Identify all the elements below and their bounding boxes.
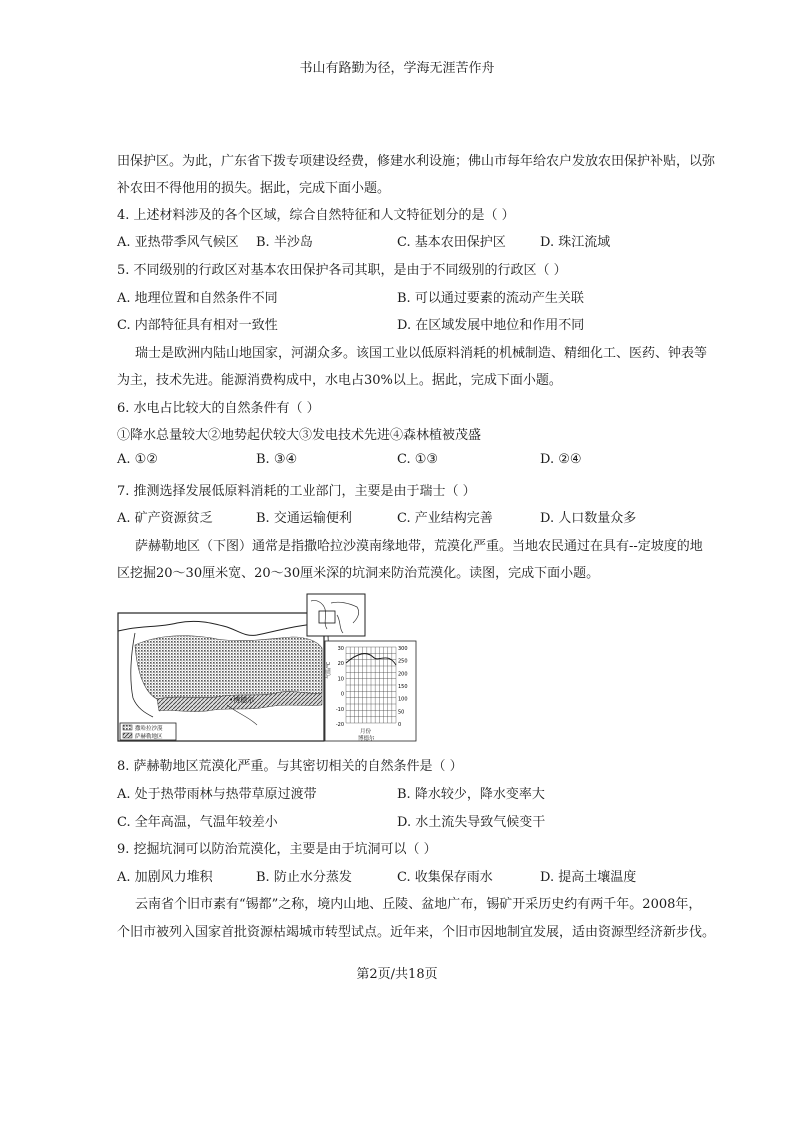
sahel-map [117,593,417,743]
climate-left-tick: -10 [335,706,344,713]
q8-option-c: C. 全年高温，气温年较差小 [117,815,278,830]
swiss-passage-line-1: 瑞士是欧洲内陆山地国家，河湖众多。该国工业以低原料消耗的机械制造、精细化工、医药、钟表等 [135,346,708,361]
q9-option-d: D. 提高土壤温度 [540,870,637,885]
q9-option-a: A. 加剧风力堆积 [117,870,213,885]
q4-option-b: B. 半沙岛 [256,235,313,250]
climate-station-label: 博德尔 [358,736,375,742]
q7-option-a: A. 矿产资源贫乏 [117,511,213,526]
city-label: •博德尔 [229,696,255,704]
climate-right-tick: 200 [398,671,408,678]
climate-x-label: 月份 [360,729,372,735]
gejiu-passage-line-1: 云南省个旧市素有“锡都”之称，境内山地、丘陵、盆地广布，锡矿开采历史约有两千年。2008年， [135,897,702,912]
climate-left-tick: 10 [337,676,344,683]
q9-option-b: B. 防止水分蒸发 [256,870,352,885]
climate-left-tick: 30 [337,646,344,652]
q5-option-a: A. 地理位置和自然条件不同 [117,291,278,306]
q7-option-c: C. 产业结构完善 [397,511,493,526]
q7-stem: 7. 推测选择发展低原料消耗的工业部门，主要是由于瑞士（ ） [117,484,476,499]
climate-right-tick: 250 [398,658,408,665]
page-number-footer: 第2页/共18页 [356,967,438,982]
gejiu-passage-line-2: 个旧市被列入国家首批资源枯竭城市转型试点。近年来，个旧市因地制宜发展，适由资源型经济新步伐。 [117,925,716,940]
sahel-passage-line-2: 区挖掘20～30厘米宽、20～30厘米深的坑洞来防治荒漠化。读图，完成下面小题。 [117,566,600,581]
q6-option-b: B. ③④ [256,452,298,467]
q8-option-d: D. 水土流失导致气候变干 [397,815,546,830]
legend-label-sahel: 萨赫勒地区 [135,734,163,740]
climate-right-tick: 100 [398,696,408,703]
climate-right-tick: 300 [398,646,408,652]
climate-left-axis-label: 气温/℃ [326,661,332,679]
q8-stem: 8. 萨赫勒地区荒漠化严重。与其密切相关的自然条件是（ ） [117,759,463,774]
climate-left-tick: 20 [337,661,344,668]
climate-right-tick: 0 [398,722,402,728]
intro-line-1: 田保护区。为此，广东省下拨专项建设经费，修建水利设施；佛山市每年给农户发放农田保护补贴，以弥 [117,154,716,169]
q6-statements: ①降水总量较大②地势起伏较大③发电技术先进④森林植被茂盛 [117,428,482,443]
q4-option-a: A. 亚热带季风气候区 [117,235,239,250]
sahel-map-figure [117,593,417,743]
climate-left-tick: -20 [335,722,344,728]
q8-option-b: B. 降水较少，降水变率大 [397,787,545,802]
q5-option-c: C. 内部特征具有相对一致性 [117,318,278,333]
intro-line-2: 补农田不得他用的损失。据此，完成下面小题。 [117,181,391,196]
swiss-passage-line-2: 为主，技术先进。能源消费构成中，水电占30%以上。据此，完成下面小题。 [117,373,562,388]
legend-label-sahara: 撒哈拉沙漠 [135,726,163,732]
legend-swatch-sahel [123,733,132,738]
q6-option-d: D. ②④ [540,452,582,467]
sahara-desert-area [135,636,322,699]
q5-option-b: B. 可以通过要素的流动产生关联 [397,291,584,306]
q5-option-d: D. 在区域发展中地位和作用不同 [397,318,585,333]
climate-left-tick: 0 [340,691,344,698]
climate-right-tick: 50 [398,709,405,716]
q5-stem: 5. 不同级别的行政区对基本农田保护各司其职，是由于不同级别的行政区（ ） [117,263,567,278]
q6-option-c: C. ①③ [397,452,439,467]
q7-option-d: D. 人口数量众多 [540,511,637,526]
q9-option-c: C. 收集保存雨水 [397,870,493,885]
page-header-motto: 书山有路勤为径，学海无涯苦作舟 [299,61,495,76]
sahel-passage-line-1: 萨赫勒地区（下图）通常是指撒哈拉沙漠南缘地带，荒漠化严重。当地农民通过在具有--定坡度的地 [135,539,703,554]
legend-swatch-sahara [123,725,132,730]
q6-stem: 6. 水电占比较大的自然条件有（ ） [117,401,320,416]
q6-option-a: A. ①② [117,452,158,467]
q8-option-a: A. 处于热带雨林与热带草原过渡带 [117,787,317,802]
q7-option-b: B. 交通运输便利 [256,511,352,526]
q4-option-c: C. 基本农田保护区 [397,235,506,250]
q4-option-d: D. 珠江流域 [540,235,611,250]
climate-right-tick: 150 [398,684,408,690]
q4-stem: 4. 上述材料涉及的各个区域，综合自然特征和人文特征划分的是（ ） [117,208,515,223]
q9-stem: 9. 挖掘坑洞可以防治荒漠化，主要是由于坑洞可以（ ） [117,842,437,857]
